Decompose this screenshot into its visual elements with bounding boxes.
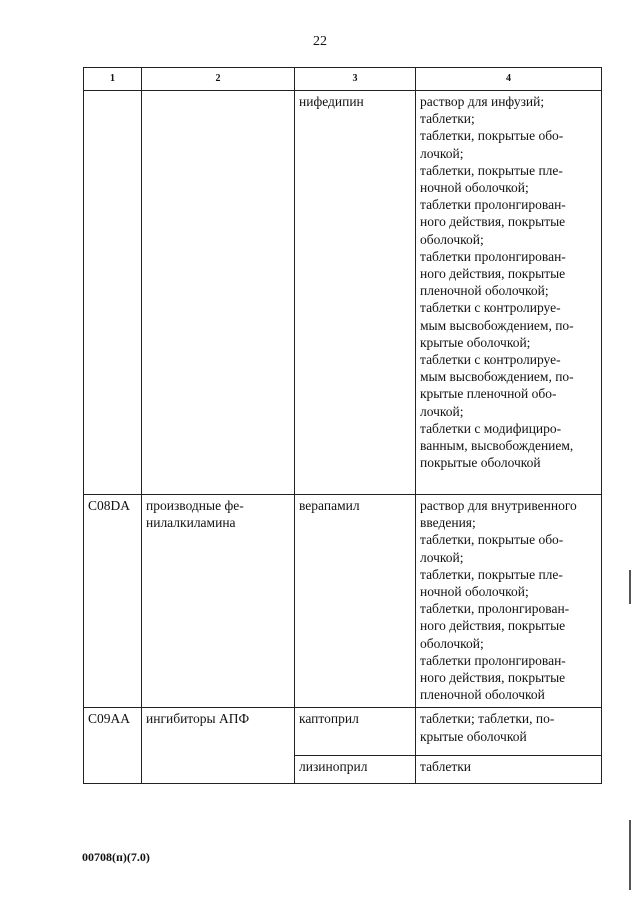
drug-group-cell (142, 91, 295, 495)
table-header-row (84, 68, 602, 91)
dosage-forms-cell: раствор для инфузий; таблетки; таблетки, покрытые обо- лочкой; таблетки, покрытые пле- ночной оболочкой; таблетки пролонгирован- ного действия, покрытые оболочкой; таблетки пролонгирован- ного действия, покрытые пленочной оболочкой; таблетки с контролируе- мым высвобождением, по- крытые оболочкой; таблетки с контролируе- мым высвобождением, по- крытые пленочной обо- лочкой; таблетки с модифициро- ванным, высвобождением, покрытые оболочкой (416, 91, 602, 495)
substance-cell: верапамил (295, 495, 416, 708)
column-header-3: 3 (295, 68, 416, 91)
table-row (84, 708, 602, 756)
dosage-forms-cell: таблетки; таблетки, по- крытые оболочкой (416, 708, 602, 756)
drug-group-cell: ингибиторы АПФ (142, 708, 295, 784)
column-header-4: 4 (416, 68, 602, 91)
table-row (84, 91, 602, 495)
substance-cell: каптоприл (295, 708, 416, 756)
dosage-forms-cell: таблетки (416, 756, 602, 784)
atc-code-cell: C09AA (84, 708, 142, 784)
substance-cell: лизиноприл (295, 756, 416, 784)
atc-code-cell: C08DA (84, 495, 142, 708)
dosage-forms-cell: раствор для внутривенного введения; таблетки, покрытые обо- лочкой; таблетки, покрытые пле- ночной оболочкой; таблетки, пролонгирован- ного действия, покрытые оболочкой; таблетки пролонгирован- ного действия, покрытые пленочной оболочкой (416, 495, 602, 708)
scan-edge-mark (629, 820, 631, 890)
atc-code-cell (84, 91, 142, 495)
column-header-1: 1 (84, 68, 142, 91)
scan-edge-mark (629, 570, 631, 604)
drug-table (83, 67, 602, 784)
substance-cell: нифедипин (295, 91, 416, 495)
column-header-2: 2 (142, 68, 295, 91)
drug-group-cell: производные фе- нилалкиламина (142, 495, 295, 708)
table-row (84, 495, 602, 708)
footer-document-code: 00708(п)(7.0) (82, 850, 150, 864)
page-number: 22 (313, 34, 327, 49)
